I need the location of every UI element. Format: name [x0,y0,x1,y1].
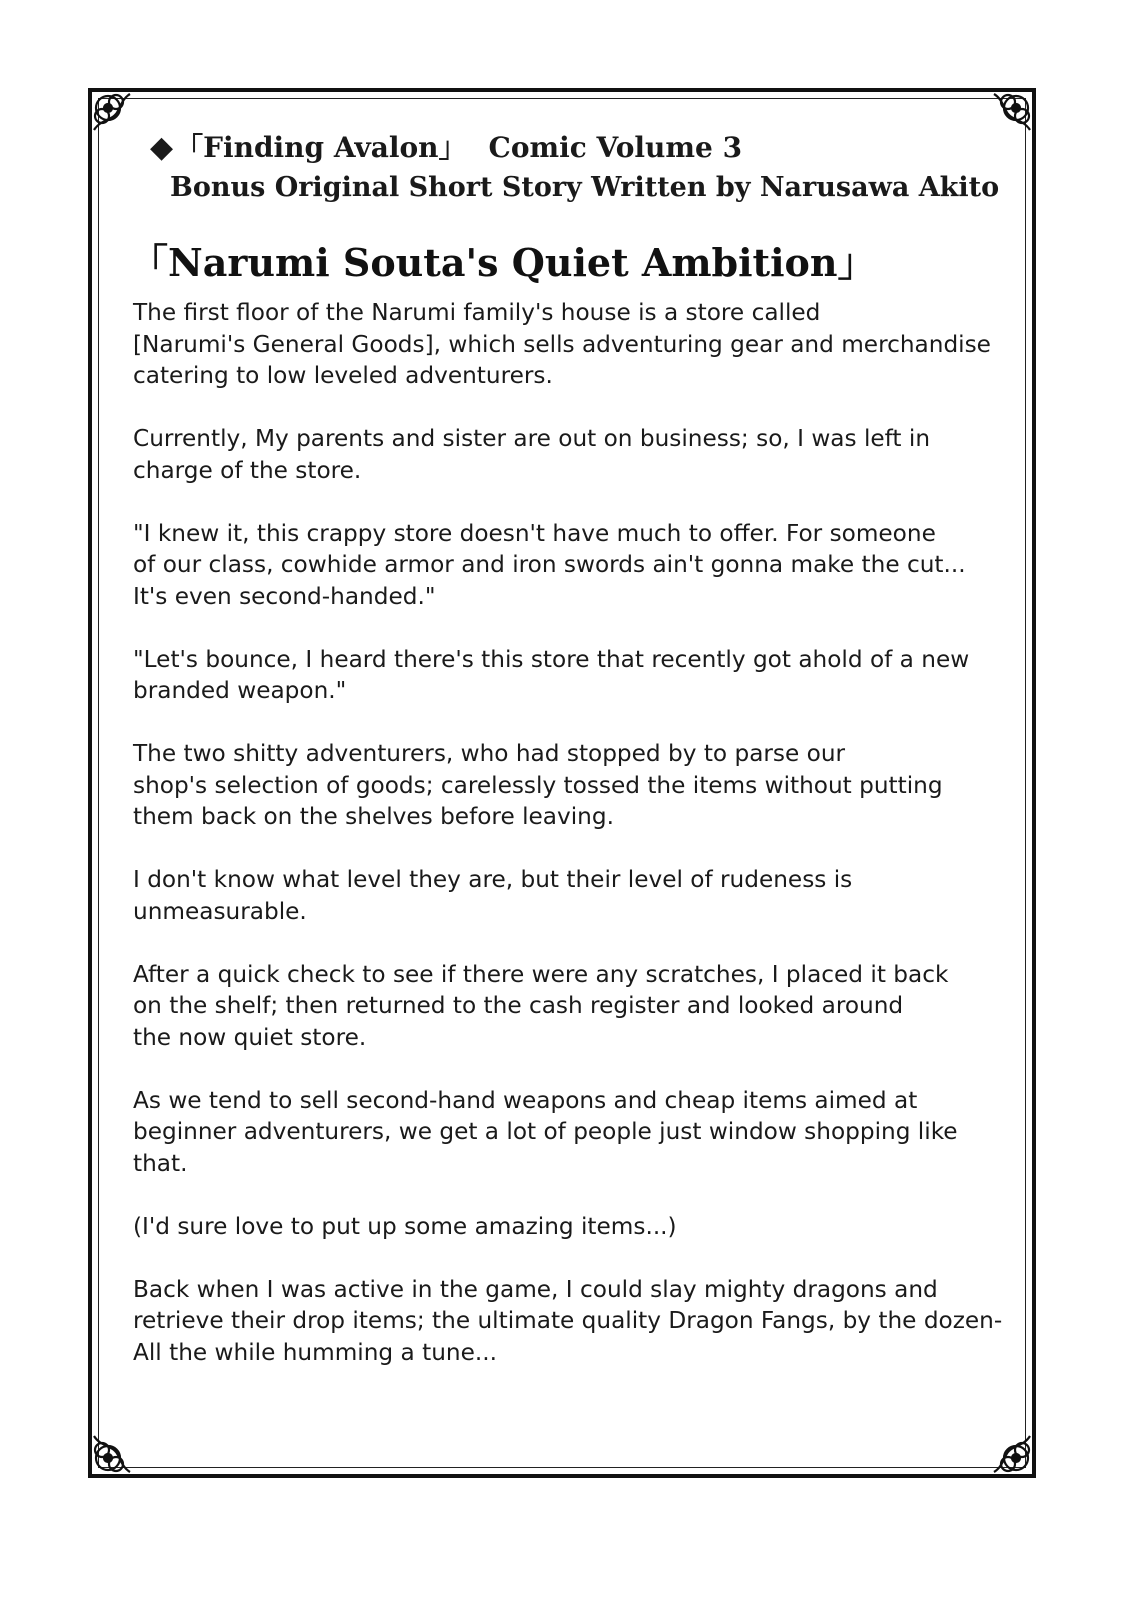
corner-ornament-icon [86,1420,146,1480]
story-paragraph: "I knew it, this crappy store doesn't have much to offer. For someone of our class, cowhide armor and iron swords ain't gonna make the cut... It's even second-handed." [133,519,966,610]
series-name: 「Finding Avalon」 [175,131,467,164]
story-paragraph: Currently, My parents and sister are out on business; so, I was left in charge of the store. [133,425,931,484]
story-body [133,297,1008,1400]
corner-ornament-icon [978,1420,1038,1480]
story-paragraph: (I'd sure love to put up some amazing items...) [133,1212,677,1240]
story-paragraph: The first floor of the Narumi family's house is a store called [Narumi's General Goods], which sells adventuring gear and merchandise catering to low leveled adventurers. [133,299,991,389]
volume-label: Comic Volume 3 [488,131,743,164]
story-paragraph: As we tend to sell second-hand weapons and cheap items aimed at beginner adventurers, we get a lot of people just window shopping like that. [133,1086,958,1177]
story-paragraph: Back when I was active in the game, I could slay mighty dragons and retrieve their drop items; the ultimate quality Dragon Fangs, by the dozen- All the while humming a tune... [133,1275,1003,1366]
header-title-line [150,128,990,168]
diamond-icon: ◆ [150,130,174,165]
story-paragraph: After a quick check to see if there were any scratches, I placed it back on the shelf; then returned to the cash register and looked around the now quiet store. [133,960,949,1051]
byline: Bonus Original Short Story Written by Narusawa Akito [170,172,1000,203]
story-paragraph: I don't know what level they are, but their level of rudeness is unmeasurable. [133,866,853,925]
story-title: 「Narumi Souta's Quiet Ambition」 [130,240,876,285]
story-paragraph: The two shitty adventurers, who had stopped by to parse our shop's selection of goods; carelessly tossed the items without putting them back on the shelves before leaving. [133,740,943,830]
corner-ornament-icon [86,86,146,146]
page-header [150,128,1000,208]
story-paragraph: "Let's bounce, I heard there's this store that recently got ahold of a new branded weapon." [133,645,970,704]
